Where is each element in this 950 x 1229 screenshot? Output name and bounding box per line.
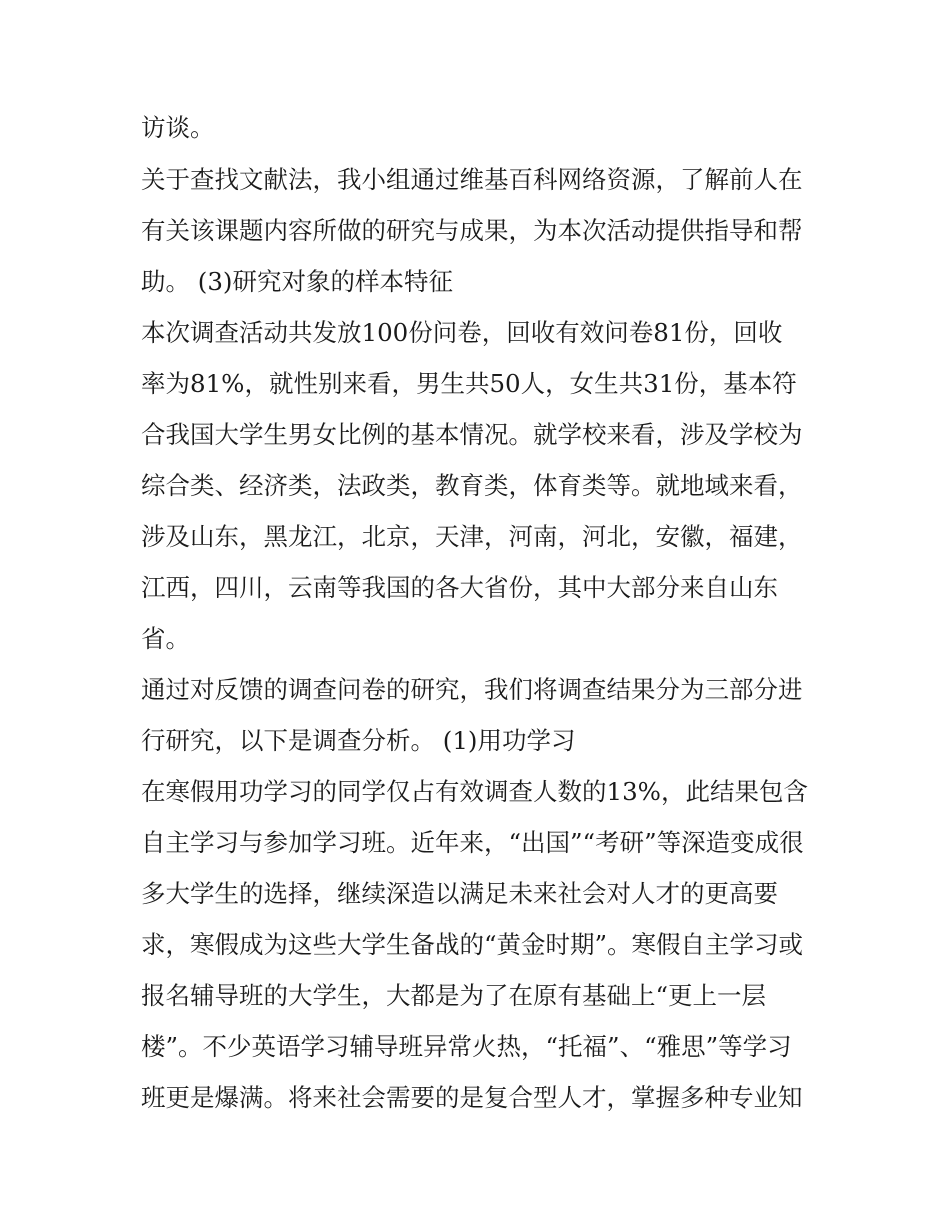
text-line: 求，寒假成为这些大学生备战的“黄金时期”。寒假自主学习或 (141, 930, 804, 959)
text-line: 通过对反馈的调查问卷的研究，我们将调查结果分为三部分进 (141, 675, 803, 704)
text-line: 助。 (3)研究对象的样本特征 (141, 267, 453, 296)
text-line: 多大学生的选择，继续深造以满足未来社会对人才的更高要 (141, 879, 778, 908)
text-line: 有关该课题内容所做的研究与成果，为本次活动提供指导和帮 (141, 216, 803, 245)
text-line: 自主学习与参加学习班。近年来，“出国”“考研”等深造变成很 (141, 828, 804, 857)
text-line: 本次调查活动共发放100份问卷，回收有效问卷81份，回收 (141, 318, 783, 347)
text-line: 楼”。不少英语学习辅导班异常火热，“托福”、“雅思”等学习 (141, 1032, 792, 1061)
text-line: 省。 (141, 624, 190, 653)
text-line: 报名辅导班的大学生，大都是为了在原有基础上“更上一层 (141, 981, 767, 1010)
text-line: 综合类、经济类，法政类，教育类，体育类等。就地域来看， (141, 471, 803, 500)
text-line: 关于查找文献法，我小组通过维基百科网络资源，了解前人在 (141, 165, 803, 194)
text-line: 涉及山东，黑龙江，北京，天津，河南，河北，安徽，福建， (141, 522, 803, 551)
text-line: 班更是爆满。将来社会需要的是复合型人才，掌握多种专业知 (141, 1083, 803, 1112)
text-line: 合我国大学生男女比例的基本情况。就学校来看，涉及学校为 (141, 420, 803, 449)
text-line: 访谈。 (141, 113, 215, 142)
text-line: 率为81%，就性别来看，男生共50人，女生共31份，基本符 (141, 369, 797, 398)
text-line: 江西，四川，云南等我国的各大省份，其中大部分来自山东 (141, 573, 778, 602)
text-line: 行研究，以下是调查分析。 (1)用功学习 (141, 726, 576, 755)
text-line: 在寒假用功学习的同学仅占有效调查人数的13%，此结果包含 (141, 777, 808, 806)
